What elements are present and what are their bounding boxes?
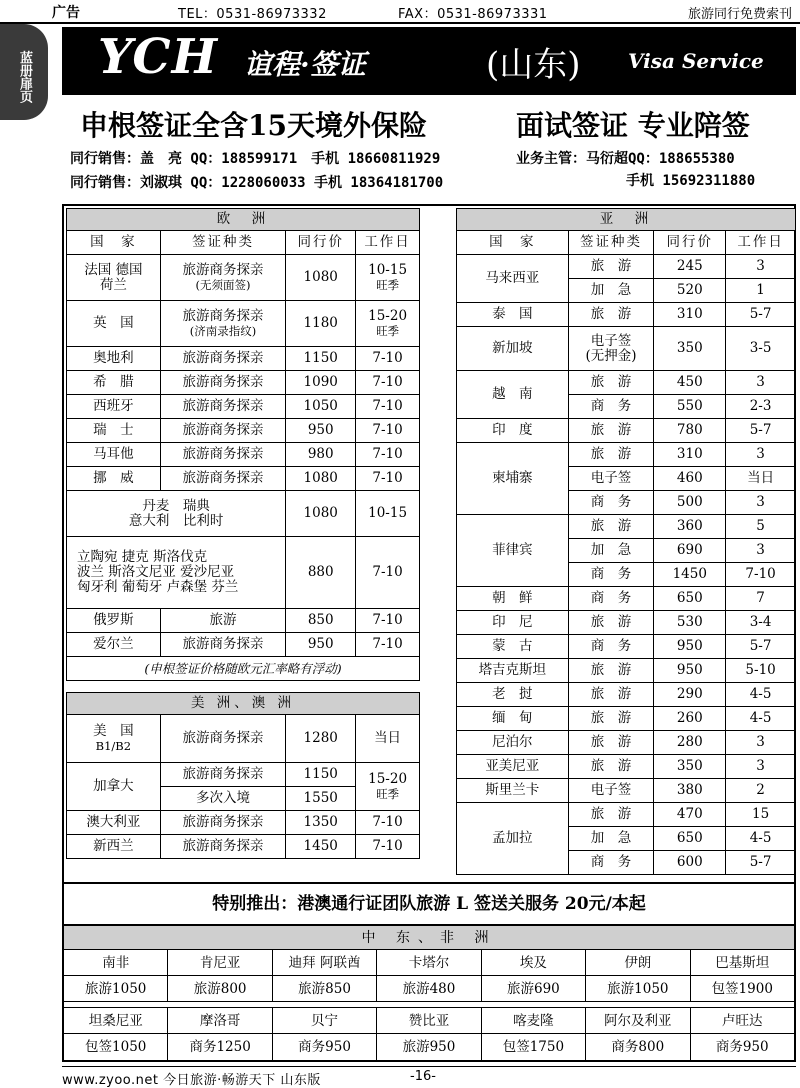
- table-row: [457, 371, 796, 395]
- price-cell: 500: [654, 491, 726, 515]
- price-cell: 245: [654, 255, 726, 279]
- table-row: [457, 779, 796, 803]
- price-cell: 450: [654, 371, 726, 395]
- company-name: 谊程·签证: [244, 48, 366, 81]
- country-cell: 瑞 士: [67, 419, 161, 443]
- days-cell: 7-10: [356, 811, 420, 835]
- visa-type-cell: 旅 游: [568, 755, 654, 779]
- europe-note: (申根签证价格随欧元汇率略有浮动): [67, 657, 420, 681]
- contact-1: 同行销售：盖 亮 QQ：188599171 手机 18660811929: [70, 151, 441, 167]
- ad-label: 广告: [52, 5, 80, 21]
- price-cell: 1350: [286, 811, 356, 835]
- days-cell: 15-20 旺季: [356, 763, 420, 811]
- days-cell: 7-10: [356, 609, 420, 633]
- price-cell: 460: [654, 467, 726, 491]
- visa-type-cell: 加 急: [568, 279, 654, 303]
- mea-price: 商务950: [273, 1034, 377, 1060]
- table-row: [457, 587, 796, 611]
- visa-type-cell: 旅 游: [568, 303, 654, 327]
- table-row: [67, 657, 420, 681]
- headline: [80, 104, 780, 144]
- mea-countries-1: [64, 950, 794, 976]
- mea-country: 阿尔及利亚: [586, 1008, 690, 1033]
- price-cell: 1050: [286, 395, 356, 419]
- days-cell: 7-10: [356, 371, 420, 395]
- region-label: (山东): [486, 45, 581, 85]
- table-row: [457, 255, 796, 279]
- table-row: [457, 515, 796, 539]
- visa-type-cell: 电子签 (无押金): [568, 327, 654, 371]
- column-header: 国 家: [457, 231, 569, 255]
- days-cell: 1: [726, 279, 796, 303]
- america-title: 美 洲、澳 洲: [67, 693, 420, 715]
- country-cell: 加拿大: [67, 763, 161, 811]
- country-cell: 尼泊尔: [457, 731, 569, 755]
- mea-price: 旅游1050: [586, 976, 690, 1001]
- days-cell: 5-10: [726, 659, 796, 683]
- visa-type-cell: 多次入境: [160, 787, 286, 811]
- mea-prices-2: [64, 1034, 794, 1060]
- days-cell: 7-10: [356, 395, 420, 419]
- cell-note: 旺季: [376, 323, 400, 338]
- header-row: [457, 231, 796, 255]
- magazine-index: 旅游同行免费索刊: [687, 7, 792, 22]
- country-cell: 蒙 古: [457, 635, 569, 659]
- days-cell: 3: [726, 731, 796, 755]
- table-row: [67, 609, 420, 633]
- country-cell: 希 腊: [67, 371, 161, 395]
- table-row: [67, 715, 420, 763]
- country-cell: 缅 甸: [457, 707, 569, 731]
- days-cell: 5-7: [726, 635, 796, 659]
- special-offer: 特别推出：港澳通行证团队旅游 L 签送关服务 20元/本起: [62, 884, 796, 926]
- headline-left: 申根签证全含15天境外保险: [80, 109, 427, 142]
- mea-price: 商务800: [586, 1034, 690, 1060]
- middle-east-africa-table: [62, 926, 796, 1062]
- country-group-cell: 丹麦 瑞典 意大利 比利时: [67, 491, 286, 537]
- mea-price: 旅游950: [377, 1034, 481, 1060]
- country-cell: 越 南: [457, 371, 569, 419]
- mea-price: 旅游850: [273, 976, 377, 1001]
- mea-country: 迪拜 阿联酋: [273, 950, 377, 975]
- visa-type-cell: 商 务: [568, 635, 654, 659]
- visa-type-cell: 商 务: [568, 851, 654, 875]
- price-cell: 1080: [286, 491, 356, 537]
- mea-country: 赞比亚: [377, 1008, 481, 1033]
- table-row: [67, 467, 420, 491]
- visa-type-cell: 旅 游: [568, 419, 654, 443]
- table-row: [457, 731, 796, 755]
- table-row: [67, 419, 420, 443]
- table-row: [457, 755, 796, 779]
- cell-note: 旺季: [376, 277, 400, 292]
- price-cell: 690: [654, 539, 726, 563]
- banner: [62, 27, 796, 95]
- mea-country: 摩洛哥: [168, 1008, 272, 1033]
- days-cell: 5-7: [726, 851, 796, 875]
- days-cell: 7-10: [356, 467, 420, 491]
- table-row: [67, 255, 420, 301]
- visa-type-cell: 旅游: [160, 609, 286, 633]
- visa-type-cell: 旅游商务探亲: [160, 467, 286, 491]
- footer: [62, 1066, 796, 1088]
- price-cell: 380: [654, 779, 726, 803]
- mea-country: 肯尼亚: [168, 950, 272, 975]
- visa-type-cell: 旅游商务探亲: [160, 395, 286, 419]
- country-cell: 朝 鲜: [457, 587, 569, 611]
- price-cell: 260: [654, 707, 726, 731]
- country-cell: 泰 国: [457, 303, 569, 327]
- price-cell: 1280: [286, 715, 356, 763]
- section-header: [457, 209, 796, 231]
- visa-type-cell: 旅游商务探亲 (济南录指纹): [160, 301, 286, 347]
- mea-price: 旅游800: [168, 976, 272, 1001]
- column-header: 签证种类: [160, 231, 286, 255]
- visa-type-cell: 旅 游: [568, 707, 654, 731]
- visa-type-cell: 商 务: [568, 563, 654, 587]
- days-cell: 4-5: [726, 707, 796, 731]
- days-cell: 5: [726, 515, 796, 539]
- visa-type-cell: 旅游商务探亲: [160, 443, 286, 467]
- country-cell: 孟加拉: [457, 803, 569, 875]
- visa-type-cell: 旅 游: [568, 515, 654, 539]
- column-header: 国 家: [67, 231, 161, 255]
- visa-type-cell: 旅游商务探亲: [160, 715, 286, 763]
- price-cell: 980: [286, 443, 356, 467]
- days-cell: 2: [726, 779, 796, 803]
- table-row: [457, 659, 796, 683]
- table-row: [457, 443, 796, 467]
- tel-number: TEL：0531-86973332: [178, 7, 327, 22]
- price-cell: 950: [286, 419, 356, 443]
- mea-prices-1: [64, 976, 794, 1002]
- header-row: [67, 231, 420, 255]
- asia-title: 亚 洲: [457, 209, 796, 231]
- country-cell: 爱尔兰: [67, 633, 161, 657]
- table-row: [67, 491, 420, 537]
- table-row: [457, 419, 796, 443]
- price-cell: 780: [654, 419, 726, 443]
- column-header: 签证种类: [568, 231, 654, 255]
- days-cell: 15: [726, 803, 796, 827]
- section-header: [67, 209, 420, 231]
- price-cell: 520: [654, 279, 726, 303]
- country-cell: 印 度: [457, 419, 569, 443]
- price-cell: 950: [654, 635, 726, 659]
- price-cell: 280: [654, 731, 726, 755]
- price-cell: 1450: [654, 563, 726, 587]
- visa-type-cell: 旅 游: [568, 611, 654, 635]
- section-header: [67, 693, 420, 715]
- visa-type-cell: 电子签: [568, 779, 654, 803]
- country-cell: 澳大利亚: [67, 811, 161, 835]
- days-cell: 10-15 旺季: [356, 255, 420, 301]
- price-cell: 650: [654, 827, 726, 851]
- days-cell: 7-10: [356, 633, 420, 657]
- mea-price: 包签1900: [711, 981, 773, 997]
- country-cell: 塔吉克斯坦: [457, 659, 569, 683]
- visa-type-cell: 加 急: [568, 539, 654, 563]
- mea-country: 卢旺达: [721, 1013, 763, 1029]
- logo: YCH: [98, 29, 218, 85]
- mea-price: 包签1750: [482, 1034, 586, 1060]
- cell-note: 旺季: [376, 786, 400, 801]
- table-row: [67, 443, 420, 467]
- table-row: [457, 683, 796, 707]
- price-cell: 350: [654, 755, 726, 779]
- table-row: [457, 303, 796, 327]
- visa-type-cell: 旅游商务探亲 (无须面签): [160, 255, 286, 301]
- mea-price: 旅游480: [377, 976, 481, 1001]
- mea-price: 旅游690: [482, 976, 586, 1001]
- country-cell: 新西兰: [67, 835, 161, 859]
- days-cell: 3: [726, 755, 796, 779]
- mea-price: 包签1050: [64, 1034, 168, 1060]
- visa-type-cell: 旅游商务探亲: [160, 633, 286, 657]
- days-cell: 3: [726, 491, 796, 515]
- days-cell: 5-7: [726, 303, 796, 327]
- table-row: [457, 803, 796, 827]
- days-cell: 4-5: [726, 827, 796, 851]
- visa-type-cell: 旅 游: [568, 659, 654, 683]
- table-row: [67, 395, 420, 419]
- table-row: [457, 707, 796, 731]
- table-row: [67, 371, 420, 395]
- table-row: [67, 681, 420, 693]
- mea-country: 喀麦隆: [482, 1008, 586, 1033]
- visa-type-cell: 旅游商务探亲: [160, 763, 286, 787]
- days-cell: 4-5: [726, 683, 796, 707]
- price-cell: 1090: [286, 371, 356, 395]
- days-cell: 3: [726, 443, 796, 467]
- table-row: [457, 327, 796, 371]
- days-cell: 7-10: [356, 419, 420, 443]
- column-header: 工作日: [726, 231, 796, 255]
- price-cell: 1180: [286, 301, 356, 347]
- mea-country: 巴基斯坦: [715, 955, 770, 971]
- days-cell: 2-3: [726, 395, 796, 419]
- side-tab: 蓝册扉页: [0, 24, 48, 120]
- country-cell: 马耳他: [67, 443, 161, 467]
- days-cell: 15-20 旺季: [356, 301, 420, 347]
- price-cell: 310: [654, 303, 726, 327]
- visa-type-cell: 加 急: [568, 827, 654, 851]
- country-cell: 美 国 B1/B2: [67, 715, 161, 763]
- days-cell: 3: [726, 539, 796, 563]
- price-cell: 880: [286, 537, 356, 609]
- country-cell: 柬埔寨: [457, 443, 569, 515]
- visa-type-cell: 旅 游: [568, 255, 654, 279]
- country-cell: 西班牙: [67, 395, 161, 419]
- country-group-cell: 立陶宛 捷克 斯洛伐克 波兰 斯洛文尼亚 爱沙尼亚 匈牙利 葡萄牙 卢森堡 芬兰: [67, 537, 286, 609]
- mea-country: 伊朗: [586, 950, 690, 975]
- table-row: [67, 301, 420, 347]
- table-row: [67, 763, 420, 787]
- page-number: -16-: [410, 1069, 436, 1084]
- country-cell: 斯里兰卡: [457, 779, 569, 803]
- price-cell: 1080: [286, 255, 356, 301]
- visa-type-cell: 旅游商务探亲: [160, 347, 286, 371]
- mea-price: 旅游1050: [64, 976, 168, 1001]
- price-cell: 850: [286, 609, 356, 633]
- mea-price: 商务950: [715, 1039, 769, 1055]
- contact-4: 手机 15692311880: [626, 173, 756, 189]
- price-cell: 1080: [286, 467, 356, 491]
- cell-note: (无须面签): [195, 277, 251, 292]
- mea-country: 贝宁: [273, 1008, 377, 1033]
- days-cell: 7-10: [356, 537, 420, 609]
- visa-type-cell: 商 务: [568, 491, 654, 515]
- table-row: [67, 633, 420, 657]
- price-cell: 650: [654, 587, 726, 611]
- days-cell: 10-15: [356, 491, 420, 537]
- spacer: [67, 681, 420, 693]
- days-cell: 7-10: [356, 835, 420, 859]
- visa-type-cell: 旅游商务探亲: [160, 419, 286, 443]
- country-cell: 英 国: [67, 301, 161, 347]
- mea-country: 埃及: [482, 950, 586, 975]
- country-cell: 法国 德国 荷兰: [67, 255, 161, 301]
- price-cell: 290: [654, 683, 726, 707]
- days-cell: 3: [726, 371, 796, 395]
- price-cell: 950: [654, 659, 726, 683]
- mea-country: 南非: [64, 950, 168, 975]
- price-cell: 600: [654, 851, 726, 875]
- country-cell: 新加坡: [457, 327, 569, 371]
- visa-type-cell: 旅 游: [568, 371, 654, 395]
- price-cell: 1150: [286, 347, 356, 371]
- price-cell: 550: [654, 395, 726, 419]
- days-cell: 5-7: [726, 419, 796, 443]
- footer-site: www.zyoo.net 今日旅游·畅游天下 山东版: [62, 1073, 321, 1088]
- table-row: [67, 811, 420, 835]
- visa-type-cell: 电子签: [568, 467, 654, 491]
- europe-title: 欧 洲: [67, 209, 420, 231]
- country-cell: 俄罗斯: [67, 609, 161, 633]
- days-cell: 3: [726, 255, 796, 279]
- price-cell: 360: [654, 515, 726, 539]
- visa-type-cell: 商 务: [568, 395, 654, 419]
- days-cell: 7-10: [356, 443, 420, 467]
- column-header: 同行价: [286, 231, 356, 255]
- visa-type-cell: 旅 游: [568, 683, 654, 707]
- visa-type-cell: 旅游商务探亲: [160, 371, 286, 395]
- price-tables: [62, 204, 796, 884]
- country-cell: 印 尼: [457, 611, 569, 635]
- cell-note: B1/B2: [95, 738, 132, 753]
- visa-type-cell: 旅游商务探亲: [160, 811, 286, 835]
- table-row: [67, 835, 420, 859]
- days-cell: 当日: [726, 467, 796, 491]
- price-cell: 310: [654, 443, 726, 467]
- cell-note: (济南录指纹): [189, 323, 257, 338]
- visa-type-cell: 旅游商务探亲: [160, 835, 286, 859]
- country-cell: 亚美尼亚: [457, 755, 569, 779]
- fax-number: FAX：0531-86973331: [398, 7, 548, 22]
- days-cell: 当日: [356, 715, 420, 763]
- europe-table: [66, 208, 420, 859]
- days-cell: 7-10: [726, 563, 796, 587]
- top-strip: [0, 0, 800, 24]
- table-row: [67, 347, 420, 371]
- table-row: [67, 537, 420, 609]
- contact-3: 业务主管：马衍超QQ：188655380: [516, 151, 735, 167]
- visa-type-cell: 商 务: [568, 587, 654, 611]
- visa-type-cell: 旅 游: [568, 443, 654, 467]
- visa-type-cell: 旅 游: [568, 731, 654, 755]
- headline-right: 面试签证 专业陪签: [516, 109, 750, 142]
- days-cell: 3-5: [726, 327, 796, 371]
- days-cell: 7: [726, 587, 796, 611]
- price-cell: 1550: [286, 787, 356, 811]
- country-cell: 菲律宾: [457, 515, 569, 587]
- days-cell: 3-4: [726, 611, 796, 635]
- contact-2: 同行销售：刘淑琪 QQ：1228060033 手机 18364181700: [70, 175, 444, 191]
- asia-table: [456, 208, 796, 875]
- price-cell: 950: [286, 633, 356, 657]
- column-header: 同行价: [654, 231, 726, 255]
- mea-price: 商务1250: [168, 1034, 272, 1060]
- country-cell: 挪 威: [67, 467, 161, 491]
- mea-country: 坦桑尼亚: [64, 1008, 168, 1033]
- country-cell: 奥地利: [67, 347, 161, 371]
- visa-type-cell: 旅 游: [568, 803, 654, 827]
- table-row: [457, 635, 796, 659]
- country-cell: 老 挝: [457, 683, 569, 707]
- price-cell: 350: [654, 327, 726, 371]
- price-cell: 1450: [286, 835, 356, 859]
- visa-service-label: Visa Service: [628, 49, 764, 73]
- price-cell: 1150: [286, 763, 356, 787]
- table-row: [457, 611, 796, 635]
- mea-title: 中 东、非 洲: [64, 926, 794, 950]
- mea-countries-2: [64, 1008, 794, 1034]
- mea-country: 卡塔尔: [377, 950, 481, 975]
- column-header: 工作日: [356, 231, 420, 255]
- price-cell: 530: [654, 611, 726, 635]
- price-cell: 470: [654, 803, 726, 827]
- days-cell: 7-10: [356, 347, 420, 371]
- country-cell: 马来西亚: [457, 255, 569, 303]
